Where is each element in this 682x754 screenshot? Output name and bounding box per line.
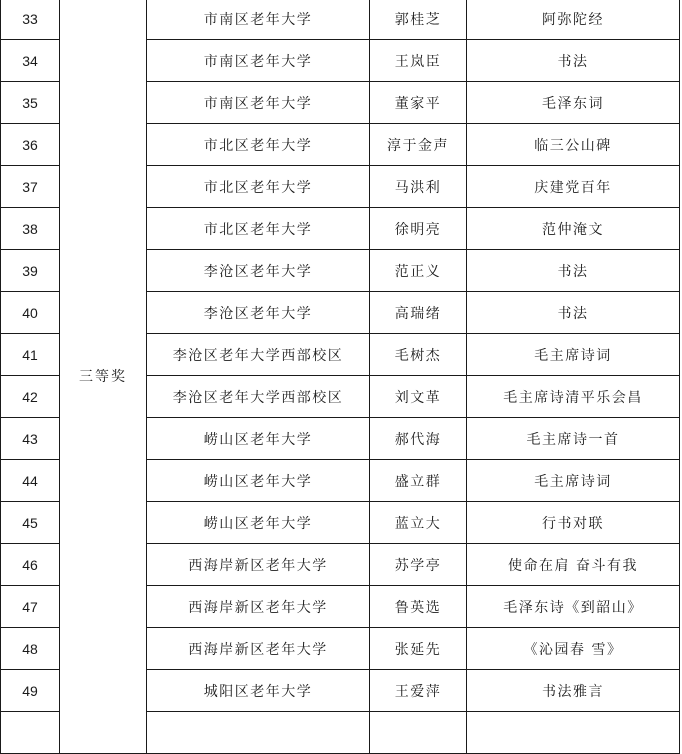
person-name <box>370 712 467 754</box>
work-title: 毛主席诗词 <box>467 460 680 502</box>
school-name: 崂山区老年大学 <box>147 460 370 502</box>
work-title: 阿弥陀经 <box>467 0 680 40</box>
school-name: 市北区老年大学 <box>147 208 370 250</box>
person-name: 王岚臣 <box>370 40 467 82</box>
person-name: 盛立群 <box>370 460 467 502</box>
school-name: 崂山区老年大学 <box>147 418 370 460</box>
person-name: 苏学亭 <box>370 544 467 586</box>
school-name: 西海岸新区老年大学 <box>147 628 370 670</box>
row-number: 48 <box>1 628 60 670</box>
person-name: 高瑞绪 <box>370 292 467 334</box>
person-name: 郝代海 <box>370 418 467 460</box>
school-name: 市南区老年大学 <box>147 40 370 82</box>
work-title: 庆建党百年 <box>467 166 680 208</box>
row-number: 44 <box>1 460 60 502</box>
person-name: 鲁英选 <box>370 586 467 628</box>
school-name: 市南区老年大学 <box>147 82 370 124</box>
work-title: 书法 <box>467 292 680 334</box>
person-name: 蓝立大 <box>370 502 467 544</box>
row-number: 40 <box>1 292 60 334</box>
person-name: 毛树杰 <box>370 334 467 376</box>
work-title: 行书对联 <box>467 502 680 544</box>
row-number: 38 <box>1 208 60 250</box>
work-title: 书法雅言 <box>467 670 680 712</box>
school-name: 李沧区老年大学西部校区 <box>147 376 370 418</box>
work-title: 毛主席诗词 <box>467 334 680 376</box>
row-number: 42 <box>1 376 60 418</box>
school-name: 市南区老年大学 <box>147 0 370 40</box>
person-name: 王爱萍 <box>370 670 467 712</box>
row-number: 37 <box>1 166 60 208</box>
school-name: 李沧区老年大学西部校区 <box>147 334 370 376</box>
row-number: 45 <box>1 502 60 544</box>
school-name <box>147 712 370 754</box>
school-name: 西海岸新区老年大学 <box>147 544 370 586</box>
work-title: 临三公山碑 <box>467 124 680 166</box>
person-name: 张延先 <box>370 628 467 670</box>
school-name: 李沧区老年大学 <box>147 292 370 334</box>
row-number: 34 <box>1 40 60 82</box>
work-title: 书法 <box>467 40 680 82</box>
awards-table-body <box>1 0 680 754</box>
school-name: 城阳区老年大学 <box>147 670 370 712</box>
work-title: 毛泽东诗《到韶山》 <box>467 586 680 628</box>
work-title: 范仲淹文 <box>467 208 680 250</box>
award-level: 三等奖 <box>60 0 147 754</box>
work-title: 毛主席诗清平乐会昌 <box>467 376 680 418</box>
person-name: 马洪利 <box>370 166 467 208</box>
person-name: 范正义 <box>370 250 467 292</box>
work-title <box>467 712 680 754</box>
school-name: 崂山区老年大学 <box>147 502 370 544</box>
row-number <box>1 712 60 754</box>
work-title: 书法 <box>467 250 680 292</box>
row-number: 33 <box>1 0 60 40</box>
work-title: 毛主席诗一首 <box>467 418 680 460</box>
work-title: 毛泽东词 <box>467 82 680 124</box>
school-name: 市北区老年大学 <box>147 124 370 166</box>
row-number: 46 <box>1 544 60 586</box>
school-name: 市北区老年大学 <box>147 166 370 208</box>
person-name: 徐明亮 <box>370 208 467 250</box>
school-name: 李沧区老年大学 <box>147 250 370 292</box>
row-number: 47 <box>1 586 60 628</box>
row-number: 43 <box>1 418 60 460</box>
row-number: 35 <box>1 82 60 124</box>
person-name: 郭桂芝 <box>370 0 467 40</box>
row-number: 36 <box>1 124 60 166</box>
person-name: 董家平 <box>370 82 467 124</box>
person-name: 淳于金声 <box>370 124 467 166</box>
row-number: 49 <box>1 670 60 712</box>
work-title: 《沁园春 雪》 <box>467 628 680 670</box>
row-number: 41 <box>1 334 60 376</box>
row-number: 39 <box>1 250 60 292</box>
school-name: 西海岸新区老年大学 <box>147 586 370 628</box>
work-title: 使命在肩 奋斗有我 <box>467 544 680 586</box>
person-name: 刘文革 <box>370 376 467 418</box>
table-row <box>1 0 680 40</box>
